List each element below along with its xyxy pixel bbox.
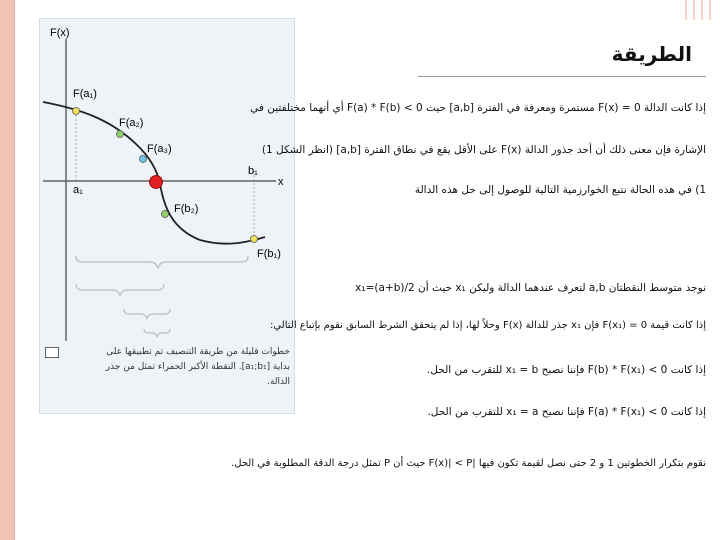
title-divider: [418, 76, 706, 77]
x-axis-label: x: [278, 176, 284, 188]
text-line-8: نقوم بتكرار الخطوتين 1 و 2 حتى نصل لقيمة تكون فيها |F(x)| < P حيث أن P تمثل درجة الدقة المطلوبة في الحل.: [231, 458, 706, 469]
point-fa2: [117, 131, 124, 138]
label-fa1: F(a₁): [73, 88, 97, 100]
text-line-4: نوجد متوسط النقطتان a,b لتعرف عندهما الدالة وليكن x₁ حيث أن x₁=(a+b)/2: [355, 282, 706, 294]
caption-line: بداية [a₁;b₁]. النقطة الأكبر الحمراء تمثل من جذر: [105, 362, 290, 372]
point-fa1: [73, 108, 80, 115]
point-fb2: [162, 211, 169, 218]
slide-left-border: [0, 0, 15, 540]
caption-line: خطوات قليلة من طريقة التنصيف تم تطبيقها على: [106, 347, 290, 357]
text-line-3: 1) في هذه الحالة نتبع الخوارزمية التالية للوصول إلى حل هذه الدالة: [414, 184, 706, 196]
text-line-7: إذا كانت F(a) * F(x₁) < 0 فإننا نصبح x₁ = a للتقرب من الحل.: [427, 406, 706, 418]
label-fa3: F(a₃): [147, 143, 172, 155]
label-a1: a₁: [73, 184, 83, 196]
caption-line: الدالة.: [267, 377, 290, 387]
figure-caption: [42, 345, 290, 390]
slide-title: الطريقة: [611, 42, 692, 66]
brace-4: [144, 329, 170, 337]
text-line-2: الإشارة فإن معنى ذلك أن أحد جذور الدالة F(x) على الأقل يقع في نطاق الفترة [a,b] (انظر الشكل 1): [261, 144, 706, 156]
y-axis-label: F(x): [50, 27, 70, 39]
brace-2: [76, 284, 164, 295]
root-point: [150, 176, 163, 189]
label-fb1: F(b₁): [257, 248, 281, 260]
text-line-1: إذا كانت الدالة F(x) = 0 مستمرة ومعرفة في الفترة [a,b] حيث F(a) * F(b) < 0 أي أنهما مختلفتين في: [250, 102, 706, 114]
point-fb1: [251, 236, 258, 243]
brace-1: [76, 256, 248, 268]
text-line-6: إذا كانت F(b) * F(x₁) < 0 فإننا نصبح x₁ = b للتقرب من الحل.: [427, 364, 706, 376]
label-fa2: F(a₂): [119, 117, 144, 129]
point-fa3: [140, 156, 147, 163]
text-line-5: إذا كانت قيمة F(x₁) = 0 فإن x₁ جذر للدالة F(x) وحلاً لها، إذا لم يتحقق الشرط السابق نقوم بإتباع التالي:: [269, 320, 706, 331]
corner-decoration: [680, 0, 720, 22]
label-b1: b₁: [248, 165, 258, 177]
brace-3: [124, 309, 170, 319]
label-fb2: F(b₂): [174, 203, 199, 215]
